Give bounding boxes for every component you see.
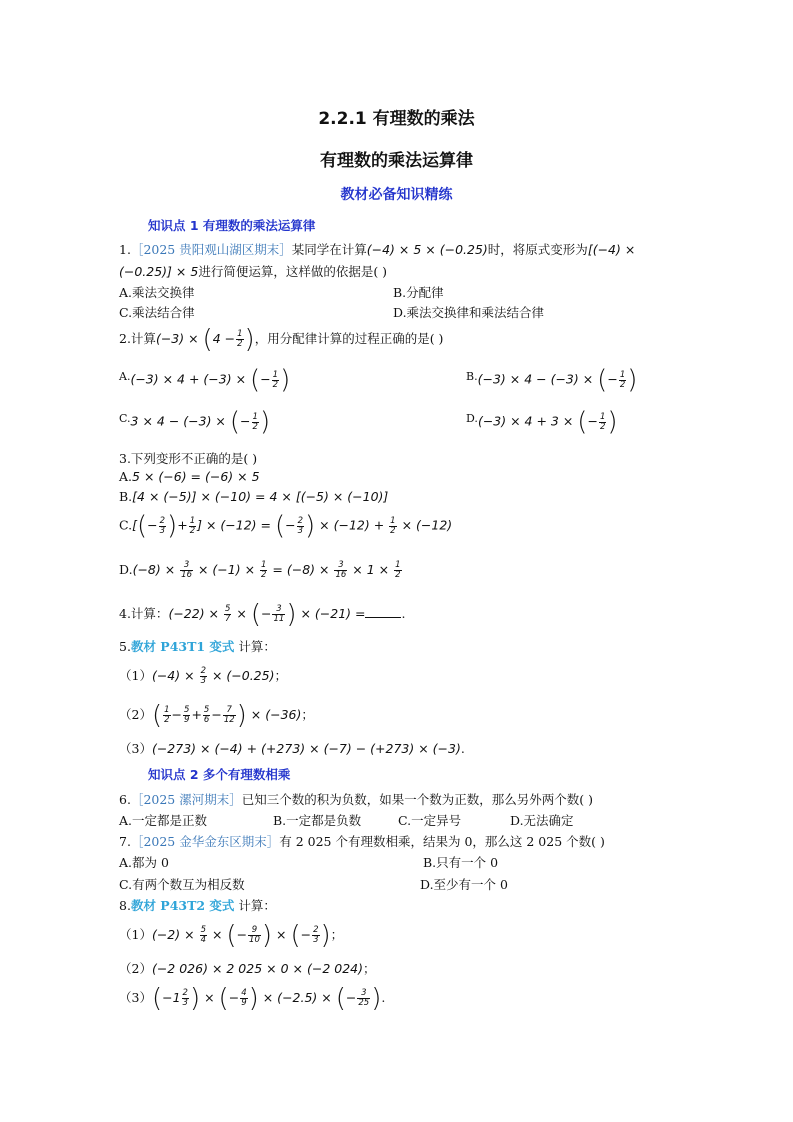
question-2-stem [119, 324, 444, 355]
question-3-stem: 3.下列变形不正确的是( ) [119, 451, 258, 466]
question-1-stem-line2 [119, 262, 387, 280]
option-c[interactable]: C.3 × 4 − (−3) × (− $\frac{1}{2}$ ) [119, 407, 271, 437]
page-subtitle: 有理数的乘法运算律 [320, 151, 473, 171]
question-8-part-3: （3）(−1 $\frac{2}{3}$ ) × (− $\frac{4}{9}$ ) × (−2.5) × (− $\frac{3}{25}$ ). [119, 983, 386, 1014]
question-1-stem [119, 240, 635, 258]
question-5-stem: 5.教材 P43T1 变式 计算： [119, 639, 276, 654]
option-a[interactable]: A.乘法交换律 [119, 285, 195, 300]
question-source: ［2025 贵阳观山湖区期末］ [130, 242, 292, 257]
option-d[interactable]: D.乘法交换律和乘法结合律 [393, 305, 545, 320]
question-8-part-2: （2）(−2 026) × 2 025 × 0 × (−2 024)； [119, 961, 376, 976]
question-text: 时，将原式变形为 [487, 242, 588, 257]
page-title: 2.2.1 有理数的乘法 [318, 109, 475, 129]
question-number: 1. [119, 242, 131, 257]
option-d[interactable]: D.无法确定 [510, 813, 574, 828]
question-text: 某同学在计算 [291, 242, 367, 257]
knowledge-point-1: 知识点 1 有理数的乘法运算律 [148, 218, 316, 233]
option-b[interactable]: B.[4 × (−5)] × (−10) = 4 × [(−5) × (−10)] [119, 489, 389, 504]
option-d[interactable]: D.至少有一个 0 [420, 877, 508, 892]
question-source: 教材 P43T1 变式 [130, 639, 235, 654]
option-a[interactable]: A.(−3) × 4 + (−3) × (− $\frac{1}{2}$ ) [119, 365, 291, 395]
question-8-part-1: （1）(−2) × $\frac{5}{4}$ × (− $\frac{9}{10}$ ) × (− $\frac{2}{3}$ )； [119, 920, 344, 951]
option-c[interactable]: C.有两个数互为相反数 [119, 877, 245, 892]
question-text: ，用分配律计算的过程正确的是( ) [254, 331, 444, 346]
fraction: $\frac{1}{2}$ [237, 329, 243, 349]
question-8-stem: 8.教材 P43T2 变式 计算： [119, 898, 276, 913]
option-b[interactable]: B.分配律 [393, 285, 444, 300]
question-5-part-1: （1）(−4) × $\frac{2}{3}$ × (−0.25)； [119, 666, 287, 686]
option-b[interactable]: B.(−3) × 4 − (−3) × (− $\frac{1}{2}$ ) [466, 365, 638, 395]
question-7-stem: 7.［2025 金华金东区期末］有 2 025 个有理数相乘，结果为 0，那么这 2 025 个数( ) [119, 834, 605, 849]
option-a[interactable]: A.都为 0 [119, 855, 169, 870]
question-source: ［2025 金华金东区期末］ [130, 834, 280, 849]
math-expression: [(−4) × [587, 242, 636, 257]
question-6-stem: 6.［2025 漯河期末］已知三个数的积为负数，如果一个数为正数，那么另外两个数( ) [119, 792, 593, 807]
math-expression: (−3) × [155, 331, 203, 346]
section-title: 教材必备知识精练 [340, 187, 453, 203]
question-source: 教材 P43T2 变式 [130, 898, 235, 913]
option-a[interactable]: A.5 × (−6) = (−6) × 5 [119, 469, 260, 484]
question-5-part-2: （2）( $\frac{1}{2}$ − $\frac{5}{9}$ + $\frac{5}{6}$ − $\frac{7}{12}$ ) × (−36)； [119, 700, 314, 731]
left-paren: ( [202, 324, 213, 355]
option-a[interactable]: A.一定都是正数 [119, 813, 208, 828]
math-expression: (−0.25)] × 5 [119, 264, 199, 279]
answer-blank[interactable] [365, 605, 401, 618]
option-b[interactable]: B.只有一个 0 [423, 855, 499, 870]
knowledge-point-2: 知识点 2 多个有理数相乘 [148, 767, 291, 782]
option-b[interactable]: B.一定都是负数 [273, 813, 362, 828]
option-c[interactable]: C.[(− $\frac{2}{3}$ )+ $\frac{1}{2}$ ] × (−12) = (− $\frac{2}{3}$ ) × (−12) + $\frac{1}{2}$ × (−12) [119, 511, 453, 541]
question-4: 4.计算：(−22) × $\frac{5}{7}$ × (− $\frac{3}{11}$ ) × (−21) = . [119, 599, 406, 630]
math-expression: 4 − [212, 331, 236, 346]
option-d[interactable]: D.(−8) × $\frac{3}{16}$ × (−1) × $\frac{1}{2}$ = (−8) × $\frac{3}{16}$ × 1 × $\frac{1}{2}$ [119, 560, 401, 580]
right-paren: ) [244, 324, 255, 355]
question-text: 2.计算 [119, 331, 156, 346]
question-5-part-3: （3）(−273) × (−4) + (+273) × (−7) − (+273) × (−3). [119, 741, 465, 756]
math-expression: (−4) × 5 × (−0.25) [366, 242, 488, 257]
option-c[interactable]: C.一定异号 [398, 813, 462, 828]
question-source: ［2025 漯河期末］ [130, 792, 242, 807]
question-text: 进行简便运算，这样做的依据是( ) [198, 264, 388, 279]
option-c[interactable]: C.乘法结合律 [119, 305, 195, 320]
option-d[interactable]: D.(−3) × 4 + 3 × (− $\frac{1}{2}$ ) [466, 407, 618, 437]
